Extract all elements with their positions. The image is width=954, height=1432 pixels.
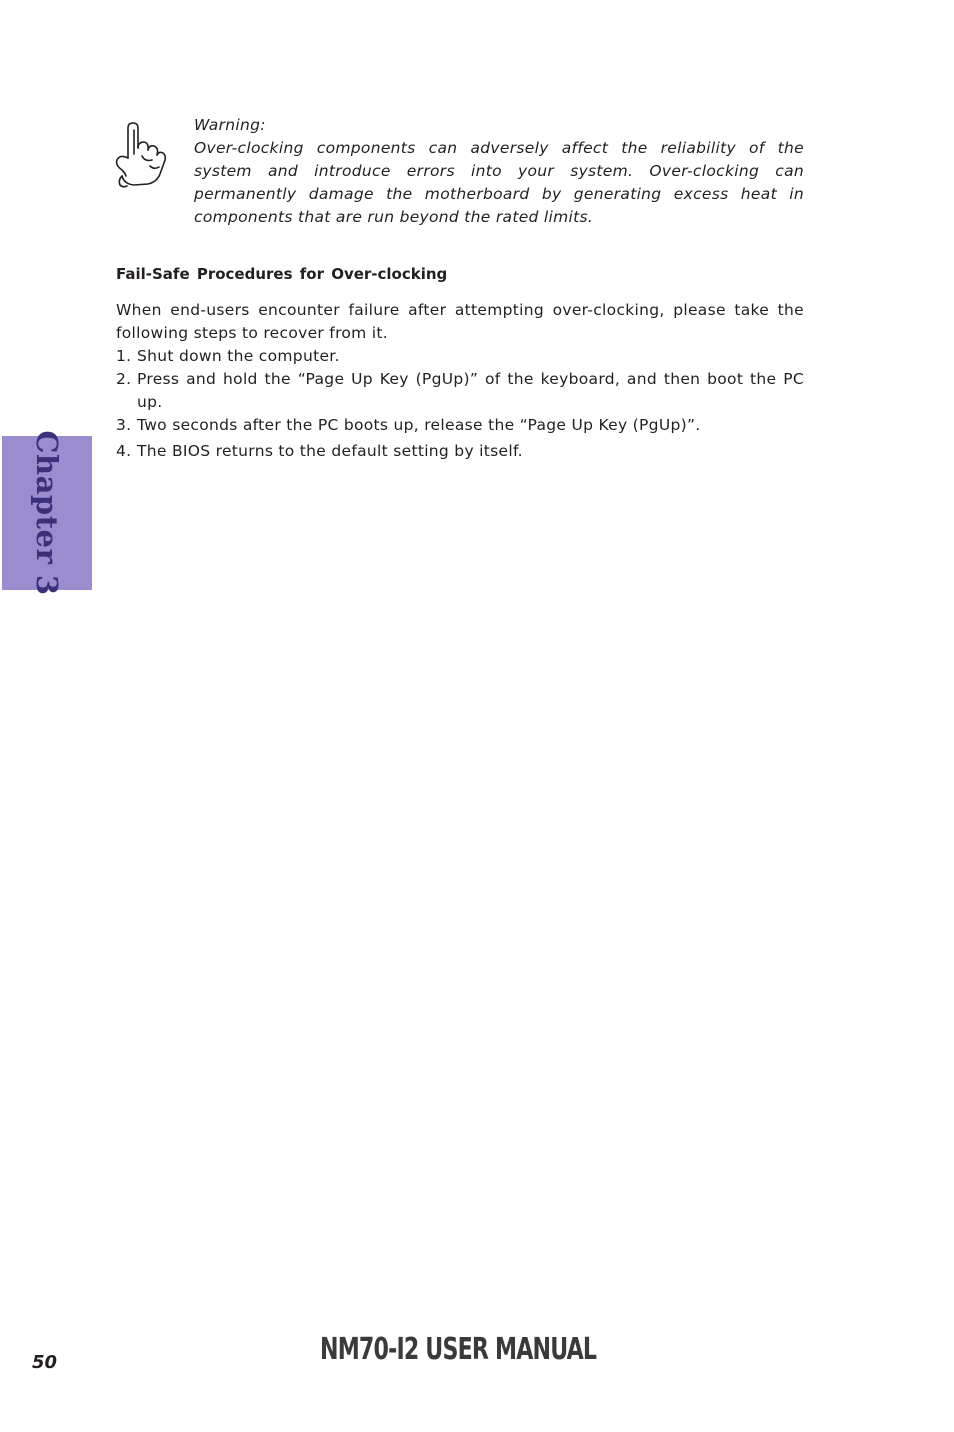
- step-number: 4.: [116, 442, 132, 460]
- chapter-label: Chapter 3: [30, 430, 64, 596]
- list-item: [116, 368, 804, 414]
- page-number: 50: [32, 1352, 58, 1373]
- warning-title: Warning:: [194, 116, 266, 134]
- steps-list: [116, 345, 804, 463]
- step-text: Press and hold the “Page Up Key (PgUp)” of the keyboard, and then boot the PC up.: [137, 370, 804, 411]
- warning-note: [194, 114, 804, 229]
- list-item: [116, 414, 804, 437]
- manual-title: NM70-I2 USER MANUAL: [320, 1332, 597, 1367]
- step-text: Shut down the computer.: [137, 347, 340, 365]
- warning-text: Over-clocking components can adversely affect the reliability of the system and introduce errors into your system. Over-clocking can permanently damage the motherboard by generating excess heat in components that are run beyond the rated limits.: [194, 139, 804, 226]
- step-text: Two seconds after the PC boots up, release the “Page Up Key (PgUp)”.: [137, 416, 701, 434]
- intro-paragraph: When end-users encounter failure after attempting over-clocking, please take the following steps to recover from it.: [116, 301, 804, 342]
- step-number: 1.: [116, 347, 132, 365]
- pointing-hand-icon: [112, 118, 174, 190]
- step-text: The BIOS returns to the default setting by itself.: [137, 442, 523, 460]
- section-heading: Fail-Safe Procedures for Over-clocking: [116, 265, 448, 283]
- step-number: 3.: [116, 416, 132, 434]
- chapter-tab: [2, 430, 92, 596]
- step-number: 2.: [116, 370, 132, 388]
- list-item: [116, 440, 804, 463]
- list-item: [116, 345, 804, 368]
